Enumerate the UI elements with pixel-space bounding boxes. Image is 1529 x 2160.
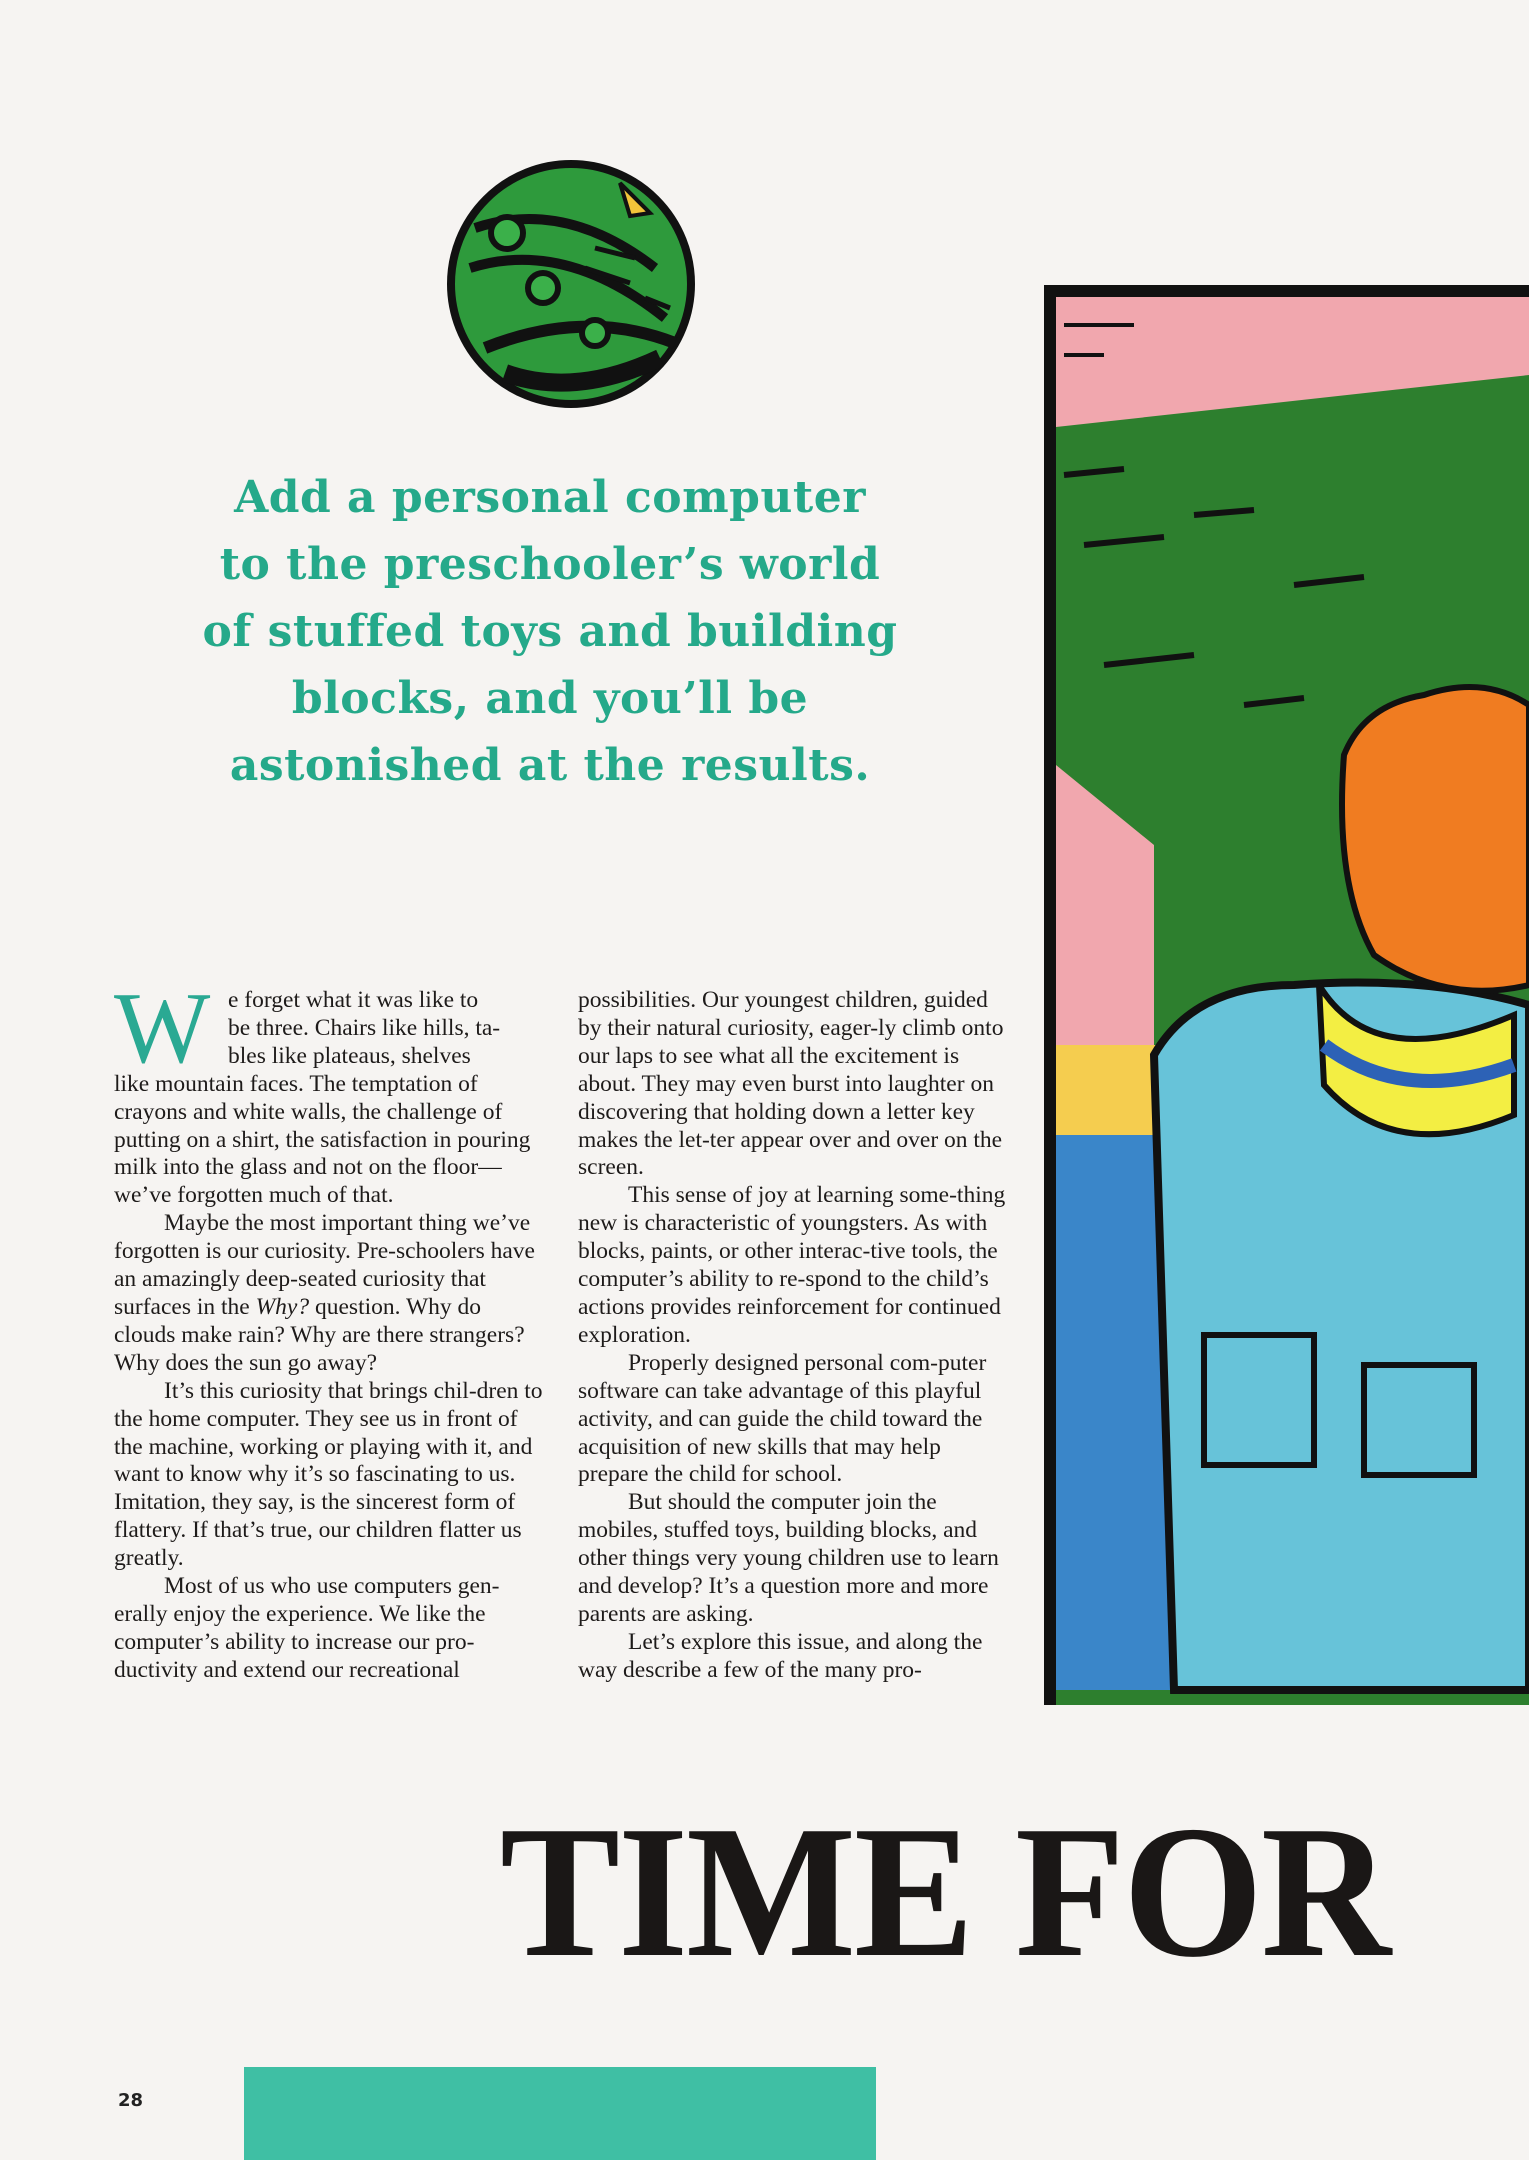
article-deck (150, 464, 950, 799)
body-paragraph: Most of us who use computers gen-erally enjoy the experience. We like the computer’s ability to increase our pro-ductivity and extend our recreational (114, 1573, 500, 1683)
opening-paragraph (114, 972, 544, 1085)
body-text: question. Why do clouds make rain? Why are there strangers? Why does the sun go away? (114, 1293, 525, 1376)
deck-line: Add a personal computer (234, 472, 866, 523)
ball-illustration (445, 158, 697, 410)
teal-color-bar (244, 2067, 876, 2160)
body-paragraph: Properly designed personal com-puter software can take advantage of this playful activity, and can guide the child toward the acquisition of new skills that may help prepare the child for school. (578, 1349, 987, 1488)
deck-line: blocks, and you’ll be (291, 673, 809, 724)
drop-cap: W (114, 972, 211, 1085)
body-paragraph: But should the computer join the mobiles, stuffed toys, building blocks, and other things very young children use to learn and develop? It’s a question more and more parents are asking. (578, 1489, 999, 1627)
article-column-2 (578, 987, 1008, 1685)
body-line: e forget what it was like to (228, 987, 479, 1013)
body-paragraph: This sense of joy at learning some-thing new is characteristic of youngsters. As with blocks, paints, or other interac-tive tools, the computer’s ability to re-spond to the child’s actions provides reinforcement for continued exploration. (578, 1182, 1006, 1348)
headline: TIME FOR (500, 1787, 1390, 1996)
body-paragraph (114, 1210, 544, 1377)
deck-line: astonished at the results. (229, 740, 871, 791)
child-illustration (1044, 285, 1529, 1705)
deck-line: to the preschooler’s world (219, 539, 881, 590)
body-italic: Why? (255, 1293, 310, 1320)
body-paragraph: like mountain faces. The temptation of crayons and white walls, the challenge of putting on a shirt, the satisfaction in pouring milk into the glass and not on the floor—we’ve forgotten much of that. (114, 1070, 531, 1209)
body-text: Maybe the most important thing we’ve forgotten is our curiosity. Pre-schoolers have an amazingly deep-seated curiosity that surfaces in the (114, 1210, 535, 1320)
deck-line: of stuffed toys and building (202, 606, 898, 657)
body-paragraph: Let’s explore this issue, and along the way describe a few of the many pro- (578, 1628, 983, 1683)
body-paragraph: possibilities. Our youngest children, guided by their natural curiosity, eager-ly climb onto our laps to see what all the excitement is about. They may even burst into laughter on discovering that holding down a letter key makes the let-ter appear over and over on the screen. (578, 987, 1004, 1181)
page-number: 28 (118, 2090, 144, 2111)
body-line: be three. Chairs like hills, ta- (228, 1014, 501, 1041)
body-paragraph: It’s this curiosity that brings chil-dren to the home computer. They see us in front of the machine, working or playing with it, and want to know why it’s so fascinating to us. Imitation, they say, is the sincerest form of flattery. If that’s true, our children flatter us greatly. (114, 1377, 543, 1572)
article-column-1 (114, 972, 544, 1685)
body-line: bles like plateaus, shelves (228, 1042, 471, 1069)
